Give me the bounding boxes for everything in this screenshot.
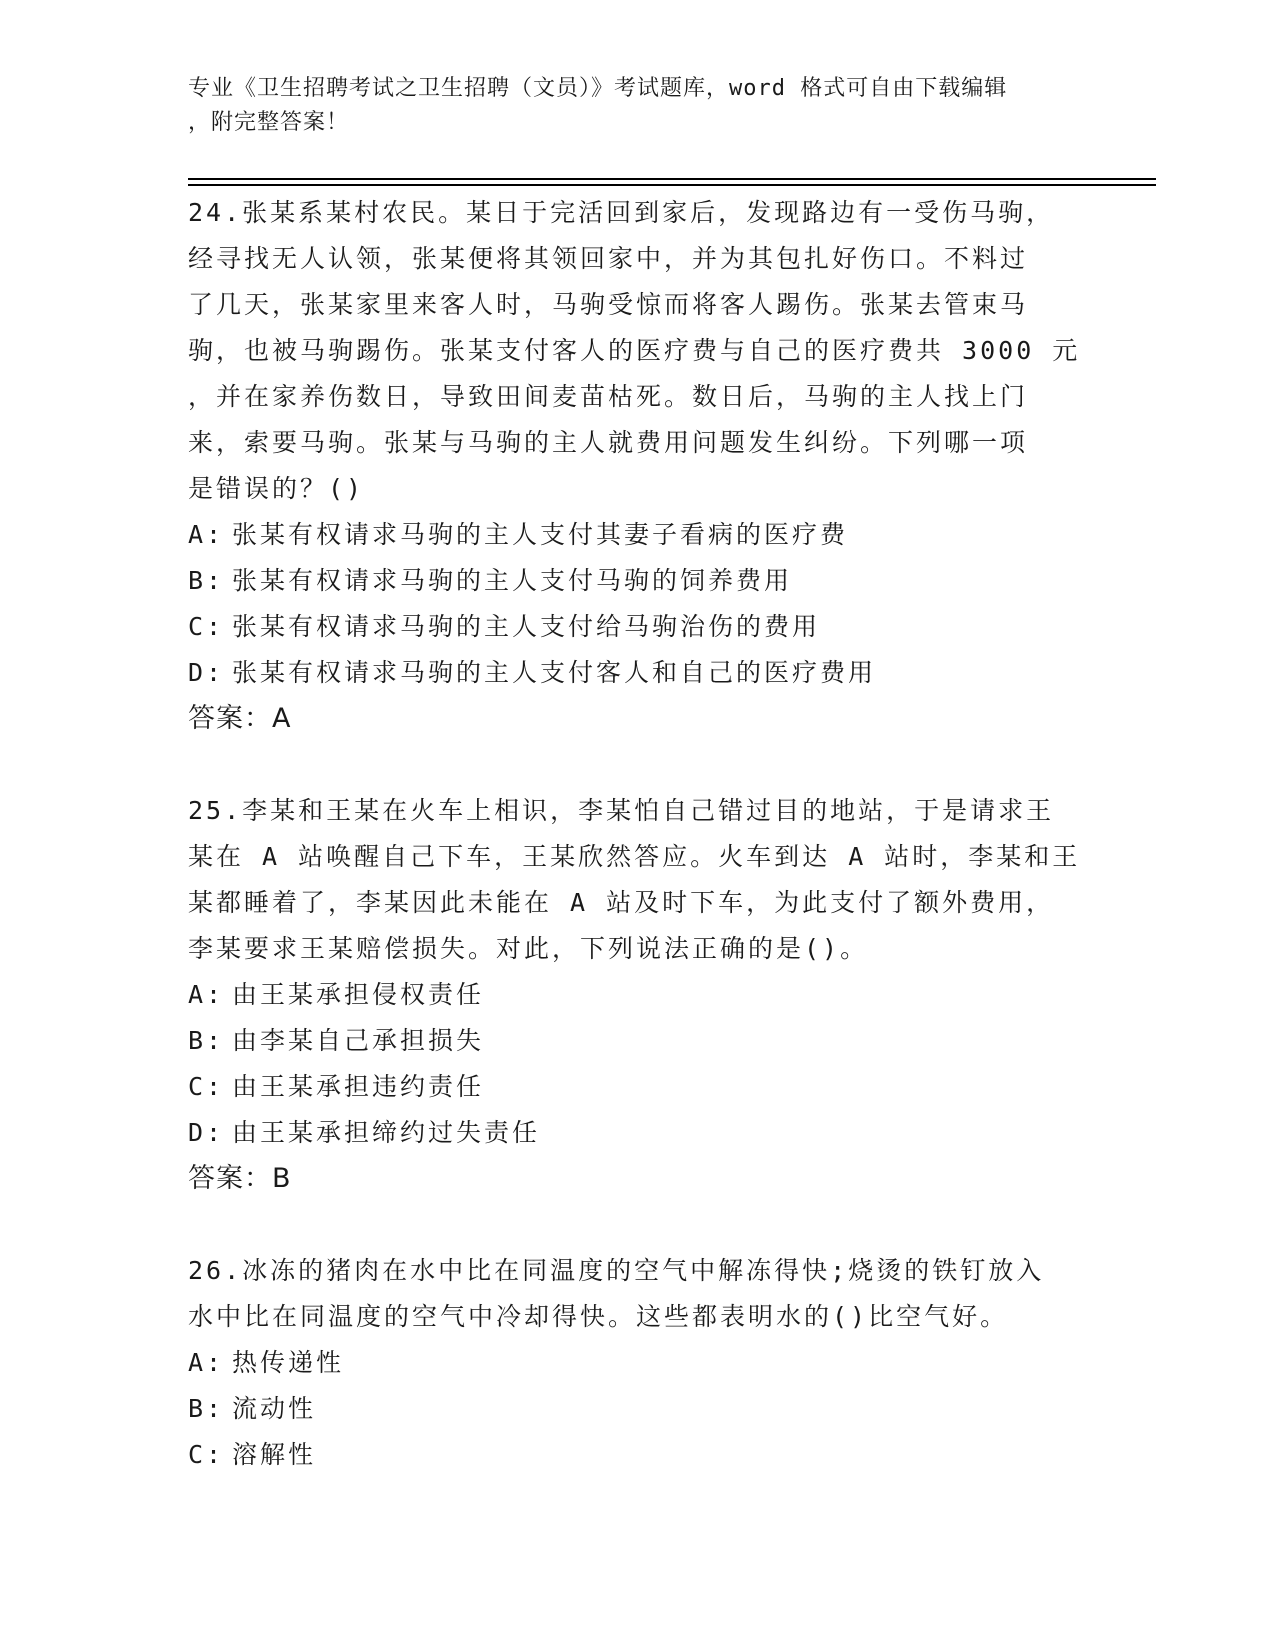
option-text: 由王某承担缔约过失责任 bbox=[232, 1118, 541, 1147]
option-text: 溶解性 bbox=[232, 1440, 317, 1469]
question-25 bbox=[188, 788, 1088, 1202]
option-letter: B: bbox=[188, 1394, 225, 1423]
option-text: 张某有权请求马驹的主人支付给马驹治伤的费用 bbox=[232, 612, 821, 641]
question-list bbox=[188, 190, 1088, 1524]
option-text: 张某有权请求马驹的主人支付马驹的饲养费用 bbox=[232, 566, 793, 595]
option-text: 由王某承担违约责任 bbox=[232, 1072, 485, 1101]
option-text: 张某有权请求马驹的主人支付其妻子看病的医疗费 bbox=[232, 520, 849, 549]
header-divider-top bbox=[188, 178, 1156, 180]
question-25-option-a bbox=[188, 972, 1088, 1018]
question-24-option-a bbox=[188, 512, 1088, 558]
option-text: 热传递性 bbox=[232, 1348, 345, 1377]
option-letter: C: bbox=[188, 612, 225, 641]
question-24-answer: 答案：A bbox=[188, 703, 292, 734]
question-24 bbox=[188, 190, 1088, 742]
option-letter: A: bbox=[188, 980, 225, 1009]
question-26-option-a bbox=[188, 1340, 1088, 1386]
question-25-option-b bbox=[188, 1018, 1088, 1064]
question-24-stem: 24.张某系某村农民。某日于完活回到家后，发现路边有一受伤马驹， 经寻找无人认领，张某便将其领回家中，并为其包扎好伤口。不料过 了几天，张某家里来客人时，马驹受惊而将客人踢伤。张某去管束马 驹，也被马驹踢伤。张某支付客人的医疗费与自己的医疗费共 3000 元 ，并在家养伤数日，导致田间麦苗枯死。数日后，马驹的主人找上门 来，索要马驹。张某与马驹的主人就费用问题发生纠纷。下列哪一项 是错误的？() bbox=[188, 198, 1081, 503]
question-25-stem: 25.李某和王某在火车上相识，李某怕自己错过目的地站，于是请求王 某在 A 站唤醒自己下车，王某欣然答应。火车到达 A 站时，李某和王 某都睡着了，李某因此未能在 A 站及时下车，为此支付了额外费用， 李某要求王某赔偿损失。对此，下列说法正确的是()。 bbox=[188, 796, 1081, 963]
header-line-1: 专业《卫生招聘考试之卫生招聘（文员）》考试题库，word 格式可自由下载编辑 bbox=[188, 76, 1008, 101]
question-26-option-c bbox=[188, 1432, 1088, 1478]
option-text: 流动性 bbox=[232, 1394, 317, 1423]
header-line-2: ，附完整答案！ bbox=[188, 110, 350, 135]
option-letter: A: bbox=[188, 520, 225, 549]
question-26-option-b bbox=[188, 1386, 1088, 1432]
option-text: 由李某自己承担损失 bbox=[232, 1026, 485, 1055]
option-letter: C: bbox=[188, 1440, 225, 1469]
question-24-option-b bbox=[188, 558, 1088, 604]
option-letter: C: bbox=[188, 1072, 225, 1101]
option-letter: D: bbox=[188, 1118, 225, 1147]
question-25-option-d bbox=[188, 1110, 1088, 1156]
question-26 bbox=[188, 1248, 1088, 1478]
question-25-answer: 答案：B bbox=[188, 1163, 292, 1194]
option-text: 张某有权请求马驹的主人支付客人和自己的医疗费用 bbox=[232, 658, 877, 687]
question-26-stem: 26.冰冻的猪肉在水中比在同温度的空气中解冻得快;烧烫的铁钉放入 水中比在同温度的空气中冷却得快。这些都表明水的()比空气好。 bbox=[188, 1256, 1045, 1331]
question-24-option-d bbox=[188, 650, 1088, 696]
question-24-option-c bbox=[188, 604, 1088, 650]
header-divider-bottom bbox=[188, 184, 1156, 186]
option-letter: B: bbox=[188, 1026, 225, 1055]
option-letter: B: bbox=[188, 566, 225, 595]
question-25-option-c bbox=[188, 1064, 1088, 1110]
option-text: 由王某承担侵权责任 bbox=[232, 980, 485, 1009]
option-letter: D: bbox=[188, 658, 225, 687]
document-header bbox=[188, 72, 1088, 140]
option-letter: A: bbox=[188, 1348, 225, 1377]
